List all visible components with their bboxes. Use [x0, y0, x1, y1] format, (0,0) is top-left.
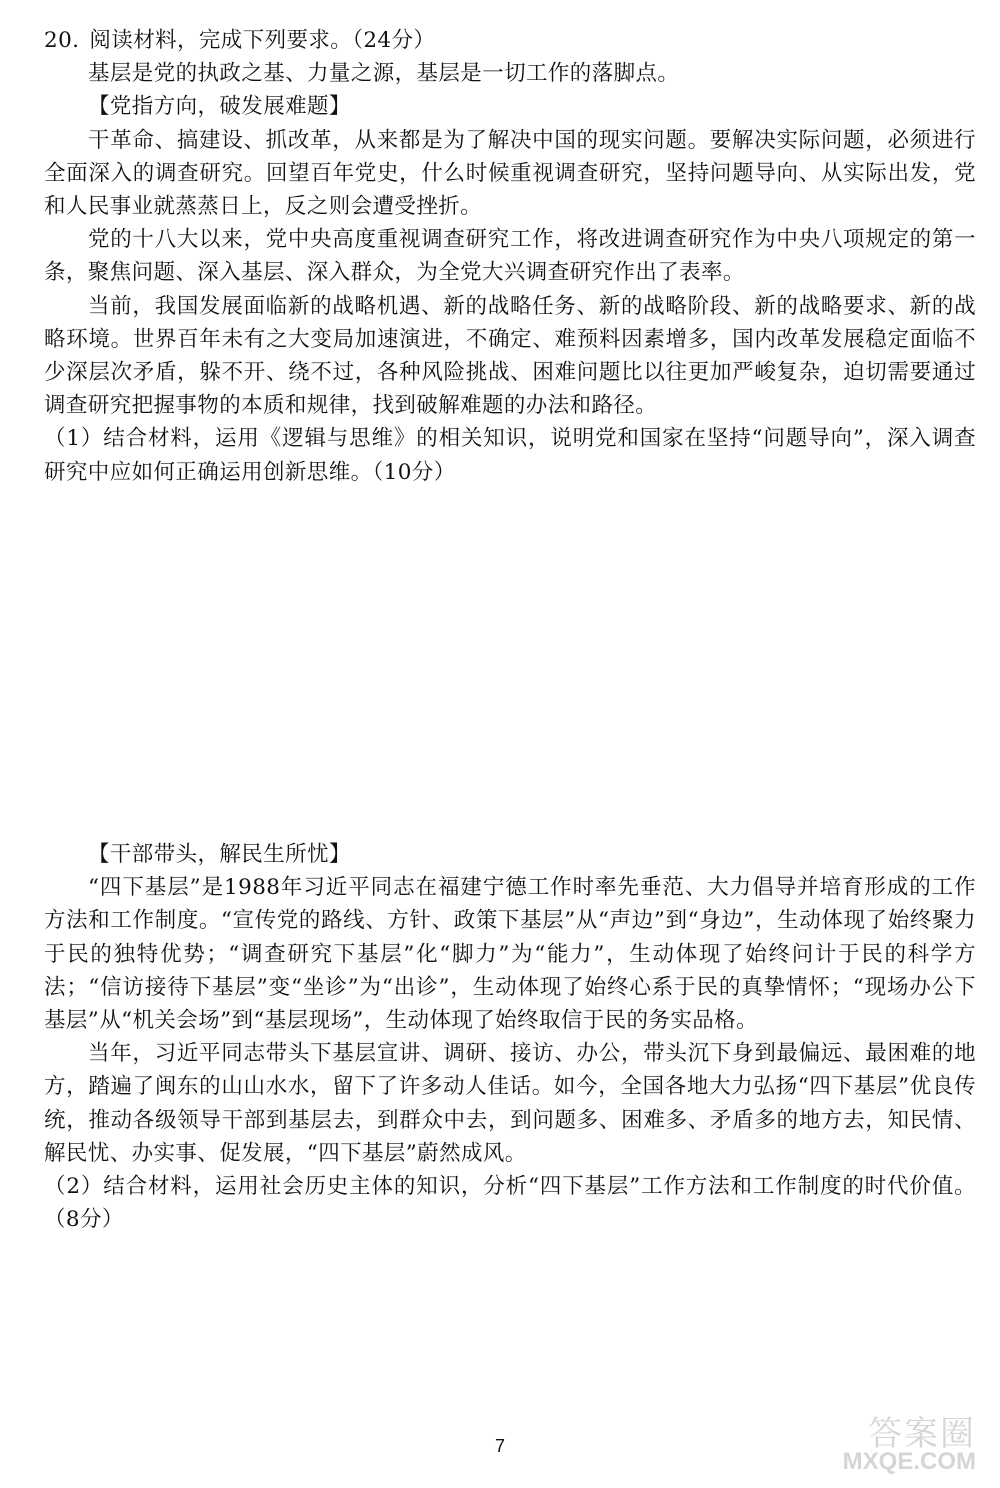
question-number: 20. [44, 28, 80, 53]
sub-question-1: （1）结合材料，运用《逻辑与思维》的相关知识，说明党和国家在坚持“问题导向”，深入调查研究中应如何正确运用创新思维。（10分） [44, 426, 976, 485]
section-1-paragraph-2: 党的十八大以来，党中央高度重视调查研究工作，将改进调查研究作为中央八项规定的第一条，聚焦问题、深入基层、深入群众，为全党大兴调查研究作出了表率。 [44, 227, 976, 286]
question-material-part-1 [44, 24, 976, 489]
watermark-text: 答案圈 [868, 1414, 976, 1454]
question-material-part-2 [44, 838, 976, 1236]
section-1-paragraph-3: 当前，我国发展面临新的战略机遇、新的战略任务、新的战略阶段、新的战略要求、新的战略环境。世界百年未有之大变局加速演进，不确定、难预料因素增多，国内改革发展稳定面临不少深层次矛盾，躲不开、绕不过，各种风险挑战、困难问题比以往更加严峻复杂，迫切需要通过调查研究把握事物的本质和规律，找到破解难题的办法和路径。 [44, 293, 976, 419]
section-2-paragraph-1: “四下基层”是1988年习近平同志在福建宁德工作时率先垂范、大力倡导并培育形成的工作方法和工作制度。“宣传党的路线、方针、政策下基层”从“声边”到“身边”，生动体现了始终聚力于民的独特优势；“调查研究下基层”化“脚力”为“能力”，生动体现了始终问计于民的科学方法；“信访接待下基层”变“坐诊”为“出诊”，生动体现了始终心系于民的真挚情怀；“现场办公下基层”从“机关会场”到“基层现场”，生动体现了始终取信于民的务实品格。 [44, 875, 976, 1034]
question-intro: 基层是党的执政之基、力量之源，基层是一切工作的落脚点。 [88, 61, 680, 87]
section-1-heading: 【党指方向，破发展难题】 [88, 94, 351, 120]
question-title: 20. 阅读材料，完成下列要求。（24分） [44, 28, 436, 53]
section-2-paragraph-2: 当年，习近平同志带头下基层宣讲、调研、接访、办公，带头沉下身到最偏远、最困难的地方，踏遍了闽东的山山水水，留下了许多动人佳话。如今，全国各地大力弘扬“四下基层”优良传统，推动各级领导干部到基层去，到群众中去，到问题多、困难多、矛盾多的地方去，知民情、解民忧、办实事、促发展，“四下基层”蔚然成风。 [44, 1041, 976, 1166]
page-number: 7 [494, 1436, 505, 1456]
watermark-url: MXQE.COM [842, 1448, 976, 1475]
watermark-logo [782, 1406, 982, 1476]
section-1-paragraph-1: 干革命、搞建设、抓改革，从来都是为了解决中国的现实问题。要解决实际问题，必须进行全面深入的调查研究。回望百年党史，什么时候重视调查研究，坚持问题导向、从实际出发，党和人民事业就蒸蒸日上，反之则会遭受挫折。 [44, 127, 976, 220]
sub-question-2: （2）结合材料，运用社会历史主体的知识，分析“四下基层”工作方法和工作制度的时代价值。（8分） [44, 1174, 976, 1233]
section-2-heading: 【干部带头，解民生所忧】 [88, 842, 351, 867]
